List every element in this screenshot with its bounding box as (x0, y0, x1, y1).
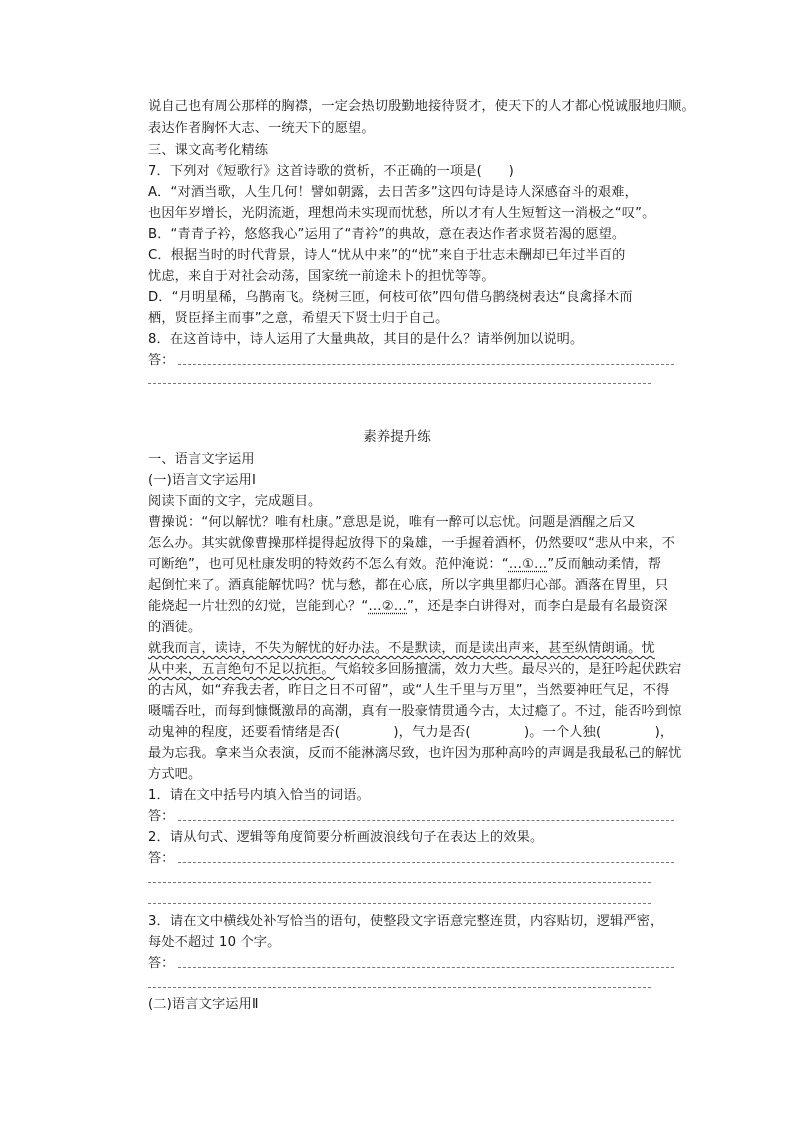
answer-label: 答： (148, 353, 175, 368)
text-line: 的古风，如“弃我去者，昨日之日不可留”，或“人生千里与万里”，当然要神旺气足，不得 (148, 683, 670, 698)
text-line: 表达作者胸怀大志、一统天下的愿望。 (148, 121, 375, 136)
wavy-underlined-sentence: 从中来，五言绝句不足以抗拒。 (148, 662, 335, 677)
blank-2[interactable]: …②… (368, 599, 408, 614)
option-c: C．根据当时的时代背景，诗人“忧从中来”的“忧”来自于壮志未酬却已年过半百的 (148, 248, 626, 263)
text-line: 嗫嚅吞吐，而每到慷慨激昂的高潮，真有一股豪情贯通今古，太过瘾了。不过，能否吟到惊 (148, 704, 682, 719)
text-line: 曹操说：“何以解忧？唯有杜康。”意思是说，唯有一醉可以忘忧。问题是酒醒之后又 (148, 515, 636, 530)
text-line: 的酒徒。 (148, 620, 202, 635)
question-2: 2．请从句式、逻辑等角度简要分析画波浪线句子在表达上的效果。 (148, 830, 544, 845)
instruction: 阅读下面的文字，完成题目。 (148, 494, 322, 509)
sub-heading: (一)语言文字运用Ⅰ (148, 473, 256, 488)
option-d: D．“月明星稀，乌鹊南飞。绕树三匝，何枝可依”四句借乌鹊绕树表达“良禽择木而 (148, 290, 633, 305)
text-line: 能烧起一片壮烈的幻觉，岂能到心？“…②…”，还是李白讲得对，而李白是最有名最资深 (148, 599, 668, 614)
answer-label: 答： (148, 851, 175, 866)
option-c-cont: 忧虑，来自于对社会动荡，国家统一前途未卜的担忧等等。 (148, 269, 495, 284)
text-line: 从中来，五言绝句不足以抗拒。气焰较多回肠擅濡，效力大些。最尽兴的，是狂吟起伏跌宕 (148, 662, 682, 677)
answer-line[interactable] (178, 364, 674, 365)
answer-line[interactable] (148, 383, 651, 384)
question-3-cont: 每处不超过 10 个字。 (148, 935, 281, 950)
text-line: 起倒忙来了。酒真能解忧吗？忧与愁，都在心底，所以字典里都归心部。酒落在胃里，只 (148, 578, 669, 593)
question-1: 1．请在文中括号内填入恰当的词语。 (148, 788, 370, 803)
answer-line[interactable] (148, 903, 651, 904)
sub-heading: (二)语言文字运用Ⅱ (148, 997, 259, 1012)
text-line: 方式吧。 (148, 767, 202, 782)
option-a: A．“对酒当歌，人生几何！譬如朝露，去日苦多”这四句诗是诗人深感奋斗的艰难， (148, 185, 638, 200)
text-line: 说自己也有周公那样的胸襟，一定会热切殷勤地接待贤才，使天下的人才都心悦诚服地归顺。 (148, 99, 695, 114)
part-heading: 一、语言文字运用 (148, 452, 255, 467)
section-title: 素养提升练 (363, 429, 431, 445)
answer-line[interactable] (178, 967, 674, 968)
text-line: 最为忘我。拿来当众表演，反而不能淋漓尽致，也许因为那种高吟的声调是我最私己的解忧 (148, 746, 682, 761)
section-heading: 三、课文高考化精练 (148, 143, 269, 158)
answer-label: 答： (148, 809, 175, 824)
wavy-underlined-sentence: 就我而言，读诗，不失为解忧的好办法。不是默读，而是读出声来，甚至纵情朗诵。忧 (148, 641, 655, 656)
answer-line[interactable] (148, 987, 651, 988)
question-stem: 8．在这首诗中，诗人运用了大量典故，其目的是什么？请举例加以说明。 (148, 332, 584, 347)
text-line: 动鬼神的程度，还要看情绪是否( )，气力是否( )。一个人独( )， (148, 725, 674, 740)
text-line: 怎么办。其实就像曹操那样提得起放得下的枭雄，一手握着酒杯，仍然要叹“悲从中来，不 (148, 536, 676, 551)
answer-line[interactable] (148, 882, 651, 883)
question-stem: 7．下列对《短歌行》这首诗歌的赏析，不正确的一项是( ) (148, 164, 514, 179)
option-a-cont: 也因年岁增长，光阴流逝，理想尚未实现而忧愁，所以才有人生短暂这一消极之“叹”。 (148, 206, 656, 221)
answer-line[interactable] (178, 862, 674, 863)
answer-line[interactable] (178, 820, 674, 821)
answer-label: 答： (148, 956, 175, 971)
option-b: B．“青青子衿，悠悠我心”运用了“青衿”的典故，意在表达作者求贤若渴的愿望。 (148, 227, 626, 242)
question-3: 3．请在文中横线处补写恰当的语句，使整段文字语意完整连贯，内容贴切，逻辑严密， (148, 914, 664, 929)
blank-1[interactable]: …①… (508, 557, 548, 572)
text-line: 可断绝”，也可见杜康发明的特效药不怎么有效。范仲淹说：“…①…”反而触动柔情，帮 (148, 557, 662, 572)
option-d-cont: 栖，贤臣择主而事”之意，希望天下贤士归于自己。 (148, 311, 449, 326)
